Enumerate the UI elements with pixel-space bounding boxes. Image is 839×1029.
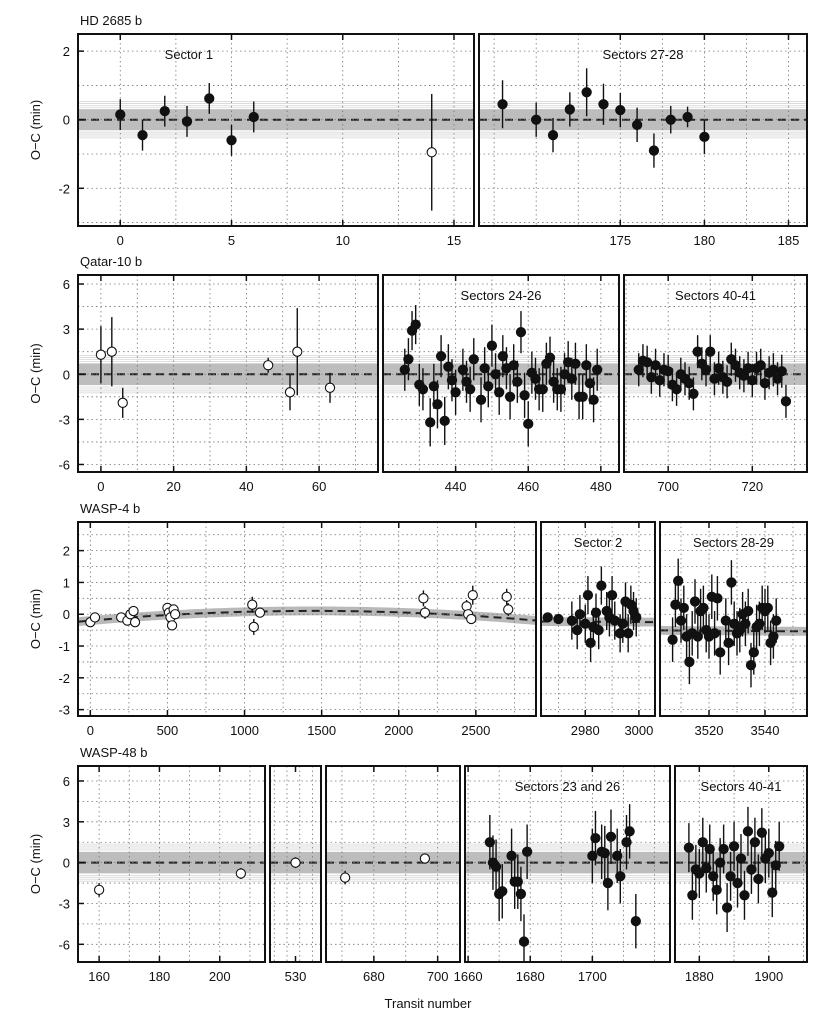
y-axis-label: O−C (min) — [28, 99, 43, 161]
data-point — [505, 392, 514, 401]
data-point-open — [248, 600, 257, 609]
y-tick-label: -1 — [58, 639, 70, 655]
data-point-open — [171, 610, 180, 619]
data-point-open — [167, 621, 176, 630]
x-tick-label: 700 — [657, 479, 680, 494]
y-axis-label: O−C (min) — [28, 343, 43, 404]
data-point-open — [468, 591, 477, 600]
panel-label: Sector 1 — [164, 47, 214, 62]
panel-plot-area — [479, 34, 807, 226]
data-point — [684, 843, 693, 852]
data-point-open — [118, 398, 127, 407]
data-point — [716, 648, 725, 657]
data-point — [597, 581, 606, 590]
row-title: WASP-4 b — [80, 501, 141, 516]
data-point — [418, 385, 427, 394]
y-tick-label: 0 — [62, 367, 70, 383]
x-tick-label: 2000 — [384, 723, 414, 738]
y-tick-label: 0 — [62, 855, 70, 871]
data-point-open — [285, 388, 294, 397]
panel-plot-area — [624, 275, 807, 472]
data-point — [495, 388, 504, 397]
data-point — [764, 849, 773, 858]
data-point — [633, 120, 642, 129]
data-point — [736, 854, 745, 863]
data-point — [685, 379, 694, 388]
data-point — [664, 367, 673, 376]
data-point — [554, 614, 563, 623]
data-point — [632, 613, 641, 622]
x-tick-label: 1000 — [230, 723, 260, 738]
data-point — [775, 842, 784, 851]
data-point — [701, 365, 710, 374]
panel-3-1 — [270, 766, 321, 984]
data-point — [498, 100, 507, 109]
y-tick-label: -6 — [58, 937, 70, 953]
data-point — [138, 131, 147, 140]
data-point — [744, 606, 753, 615]
data-point-open — [427, 148, 436, 157]
data-point — [777, 367, 786, 376]
y-tick-label: -3 — [58, 412, 70, 428]
panel-3-2 — [326, 766, 460, 984]
data-point — [436, 352, 445, 361]
data-point — [722, 377, 731, 386]
data-point-open — [467, 614, 476, 623]
data-point — [714, 364, 723, 373]
data-point — [565, 105, 574, 114]
data-point — [520, 391, 529, 400]
panel-plot-area — [326, 766, 460, 962]
panel-label: Sectors 40-41 — [700, 779, 782, 794]
y-tick-label: -6 — [58, 457, 70, 473]
data-point — [763, 603, 772, 612]
panel-plot-area — [78, 766, 265, 962]
data-point — [756, 361, 765, 370]
data-point — [729, 842, 738, 851]
data-point — [519, 937, 528, 946]
data-point — [643, 358, 652, 367]
x-tick-label: 2500 — [461, 723, 491, 738]
y-tick-label: 0 — [62, 607, 70, 623]
data-point-open — [107, 347, 116, 356]
x-tick-label: 1880 — [684, 969, 714, 984]
data-point-open — [293, 347, 302, 356]
data-point — [679, 603, 688, 612]
data-point-open — [130, 618, 139, 627]
panel-plot-area — [270, 766, 321, 962]
data-point — [666, 115, 675, 124]
data-point-open — [502, 592, 511, 601]
x-tick-label: 185 — [777, 233, 800, 248]
data-point — [484, 382, 493, 391]
data-point — [440, 416, 449, 425]
y-tick-label: 6 — [62, 773, 70, 789]
data-point — [760, 379, 769, 388]
y-axis-label: O−C (min) — [28, 833, 43, 895]
data-point — [700, 132, 709, 141]
data-point — [603, 878, 612, 887]
data-point — [713, 594, 722, 603]
data-point — [593, 365, 602, 374]
data-point — [599, 100, 608, 109]
data-point-open — [96, 350, 105, 359]
x-tick-label: 500 — [156, 723, 179, 738]
panel-plot-area — [660, 522, 807, 716]
data-point — [740, 891, 749, 900]
data-point — [651, 361, 660, 370]
y-tick-label: 2 — [62, 44, 70, 60]
data-point-open — [504, 605, 513, 614]
x-tick-label: 200 — [208, 969, 231, 984]
x-tick-label: 700 — [426, 969, 449, 984]
panel-plot-area — [383, 275, 619, 472]
data-point — [205, 94, 214, 103]
data-point-open — [255, 608, 264, 617]
y-tick-label: 2 — [62, 543, 70, 559]
data-point — [724, 638, 733, 647]
data-point — [631, 917, 640, 926]
x-tick-label: 180 — [693, 233, 716, 248]
data-point — [706, 347, 715, 356]
y-tick-label: 0 — [62, 112, 70, 128]
x-tick-label: 480 — [589, 479, 612, 494]
data-point — [754, 874, 763, 883]
x-tick-label: 15 — [446, 233, 462, 248]
data-point — [726, 872, 735, 881]
x-tick-label: 160 — [88, 969, 110, 984]
x-tick-label: 440 — [444, 479, 467, 494]
y-tick-label: 1 — [62, 575, 70, 591]
data-point — [710, 629, 719, 638]
panel-3-3 — [454, 766, 670, 984]
x-tick-label: 720 — [741, 479, 764, 494]
x-tick-label: 1660 — [453, 969, 483, 984]
data-point-open — [419, 594, 428, 603]
data-point — [426, 418, 435, 427]
data-point — [591, 834, 600, 843]
x-tick-label: 1680 — [515, 969, 545, 984]
data-point — [571, 359, 580, 368]
data-point — [690, 597, 699, 606]
data-point-open — [291, 858, 300, 867]
data-point — [607, 591, 616, 600]
x-tick-label: 2980 — [570, 723, 600, 738]
data-point — [727, 578, 736, 587]
data-point — [689, 389, 698, 398]
panel-label: Sectors 23 and 26 — [514, 779, 621, 794]
panel-label: Sectors 27-28 — [602, 47, 684, 62]
y-tick-label: -3 — [58, 702, 70, 718]
data-point — [594, 626, 603, 635]
panel-plot-area — [78, 34, 474, 226]
data-point — [781, 397, 790, 406]
y-tick-label: -2 — [58, 181, 70, 197]
row-title: HD 2685 b — [80, 13, 143, 28]
data-point — [624, 629, 633, 638]
data-point — [674, 576, 683, 585]
data-point — [710, 374, 719, 383]
data-point — [616, 106, 625, 115]
data-point-open — [236, 869, 245, 878]
data-point — [498, 887, 507, 896]
data-point — [516, 889, 525, 898]
panel-2-1 — [541, 522, 655, 738]
data-point — [466, 385, 475, 394]
x-tick-label: 175 — [609, 233, 632, 248]
data-point — [249, 112, 258, 121]
data-point — [523, 847, 532, 856]
data-point — [769, 365, 778, 374]
data-point — [693, 347, 702, 356]
data-point-open — [325, 383, 334, 392]
x-tick-label: 530 — [284, 969, 307, 984]
data-point — [227, 136, 236, 145]
data-point — [160, 107, 169, 116]
panel-0-1 — [479, 34, 807, 248]
x-tick-label: 680 — [363, 969, 385, 984]
y-tick-label: 6 — [62, 277, 70, 293]
data-point — [516, 328, 525, 337]
data-point — [606, 832, 615, 841]
panel-label: Sectors 28-29 — [693, 535, 774, 550]
x-tick-label: 40 — [239, 479, 254, 494]
data-point — [532, 115, 541, 124]
data-point — [589, 395, 598, 404]
data-point — [404, 355, 413, 364]
x-tick-label: 3520 — [694, 723, 724, 738]
x-tick-label: 0 — [97, 479, 105, 494]
x-tick-label: 1700 — [577, 969, 607, 984]
panel-0-0 — [78, 34, 474, 248]
data-point — [744, 364, 753, 373]
y-tick-label: 3 — [62, 814, 70, 830]
data-point-open — [129, 606, 138, 615]
data-point-open — [90, 613, 99, 622]
data-point — [575, 610, 584, 619]
x-tick-label: 10 — [335, 233, 350, 248]
panel-label: Sectors 24-26 — [460, 288, 542, 303]
y-tick-label: 3 — [62, 322, 70, 338]
data-point — [634, 365, 643, 374]
data-point — [469, 355, 478, 364]
data-point — [116, 110, 125, 119]
data-point — [451, 388, 460, 397]
panel-label: Sector 2 — [573, 535, 623, 550]
panel-1-0 — [78, 275, 378, 494]
panel-1-2 — [624, 275, 807, 494]
panel-plot-area — [541, 522, 655, 716]
data-point — [548, 131, 557, 140]
data-point-open — [264, 361, 273, 370]
data-point — [748, 376, 757, 385]
x-tick-label: 60 — [311, 479, 327, 494]
x-tick-label: 180 — [148, 969, 171, 984]
panel-label: Sectors 40-41 — [675, 288, 756, 303]
data-point — [513, 377, 522, 386]
data-point — [538, 385, 547, 394]
data-point-open — [341, 873, 350, 882]
data-point — [719, 844, 728, 853]
data-point — [487, 341, 496, 350]
row-title: WASP-48 b — [80, 745, 148, 760]
data-point — [683, 112, 692, 121]
data-point — [649, 146, 658, 155]
panel-1-1 — [383, 275, 619, 494]
panel-plot-area — [465, 766, 670, 969]
data-point — [672, 385, 681, 394]
data-point — [625, 827, 634, 836]
data-point-open — [420, 854, 429, 863]
data-point — [543, 613, 552, 622]
x-tick-label: 460 — [517, 479, 540, 494]
data-point — [582, 88, 591, 97]
panel-2-2 — [660, 522, 807, 738]
y-tick-label: -3 — [58, 896, 70, 912]
x-tick-label: 0 — [86, 723, 94, 738]
data-point — [182, 117, 191, 126]
data-point — [567, 616, 576, 625]
y-tick-label: -2 — [58, 670, 70, 686]
x-tick-label: 3000 — [624, 723, 654, 738]
data-point — [578, 392, 587, 401]
x-tick-label: 1500 — [307, 723, 337, 738]
data-point — [772, 616, 781, 625]
data-point-open — [420, 608, 429, 617]
data-point — [411, 320, 420, 329]
panel-plot-area — [675, 766, 807, 962]
data-point — [668, 635, 677, 644]
data-point — [655, 376, 664, 385]
row-title: Qatar-10 b — [80, 254, 143, 269]
data-point-open — [95, 885, 104, 894]
data-point — [524, 419, 533, 428]
panel-2-0 — [78, 522, 536, 738]
x-tick-label: 3540 — [750, 723, 780, 738]
panel-3-4 — [675, 766, 807, 984]
x-tick-label: 20 — [166, 479, 181, 494]
data-point — [750, 838, 759, 847]
x-axis-label: Transit number — [384, 996, 472, 1011]
data-point-open — [249, 622, 258, 631]
y-axis-label: O−C (min) — [28, 588, 43, 650]
panel-plot-area — [78, 275, 378, 472]
data-point — [476, 395, 485, 404]
data-point — [583, 591, 592, 600]
panel-plot-area — [78, 522, 536, 716]
data-point — [647, 373, 656, 382]
data-point — [685, 657, 694, 666]
data-point — [433, 400, 442, 409]
data-point — [743, 827, 752, 836]
data-point — [616, 872, 625, 881]
x-tick-label: 0 — [116, 233, 124, 248]
x-tick-label: 1900 — [754, 969, 784, 984]
data-point — [723, 903, 732, 912]
x-tick-label: 5 — [227, 233, 236, 248]
panel-3-0 — [78, 766, 265, 984]
